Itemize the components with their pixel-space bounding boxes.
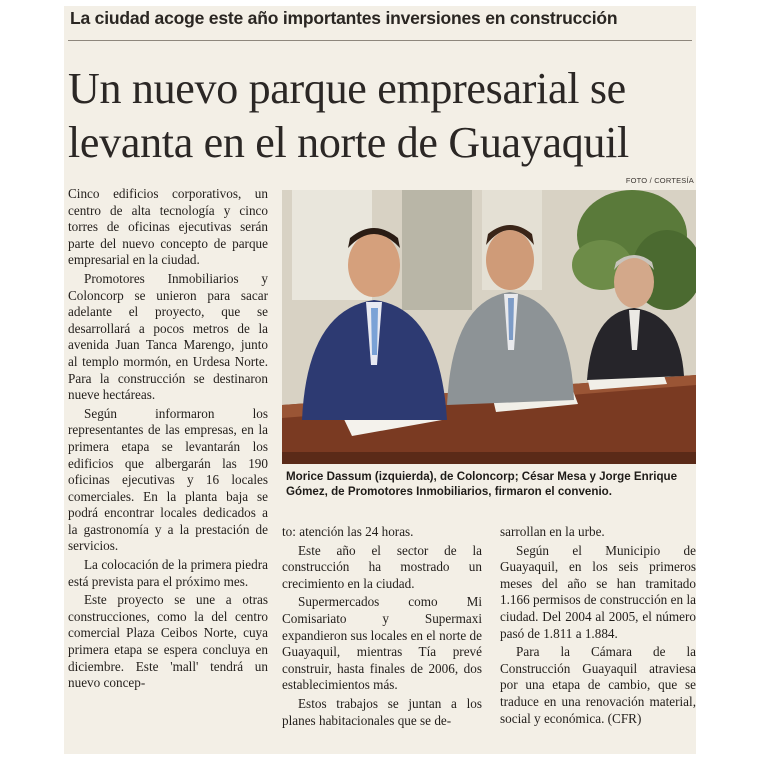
- paragraph: La colocación de la primera piedra está prevista para el próximo mes.: [68, 557, 268, 589]
- paragraph: Estos trabajos se juntan a los planes habitacionales que se de-: [282, 695, 482, 728]
- article-column-3: [500, 524, 696, 729]
- headline-line: levanta en el norte de Guayaquil: [68, 118, 629, 167]
- paragraph: Este proyecto se une a otras construcciones, como la del centro comercial Plaza Ceibos Norte, cuya primera etapa se espera concluya en diciembre. Este 'mall' tendrá un nuevo concep-: [68, 592, 268, 691]
- paragraph: Este año el sector de la construcción ha mostrado un crecimiento en la ciudad.: [282, 542, 482, 591]
- paragraph: Supermercados como Mi Comisariato y Supermaxi expandieron sus locales en el norte de Guayaquil, mientras Tía prevé construir, hasta finales de 2006, dos establecimientos más.: [282, 594, 482, 693]
- article-column-2: [282, 524, 482, 731]
- photo-caption: Morice Dassum (izquierda), de Coloncorp; César Mesa y Jorge Enrique Gómez, de Promotores Inmobiliarios, firmaron el convenio.: [286, 470, 678, 498]
- photo-credit: FOTO / CORTESÍA: [625, 176, 694, 185]
- paragraph: sarrollan en la urbe.: [500, 524, 605, 539]
- article-column-1: [68, 186, 268, 694]
- paragraph: Según informaron los representantes de las empresas, en la primera etapa se levantarán los edificios que albergarán las 190 oficinas ejecutivas y 16 locales comerciales. En la planta baja se podrá encontrar locales dedicados a la gastronomía y a la prestación de servicios.: [68, 405, 268, 554]
- paragraph: to: atención las 24 horas.: [282, 524, 414, 539]
- headline-line: Un nuevo parque empresarial se: [68, 64, 626, 113]
- paragraph: Cinco edificios corporativos, un centro de alta tecnología y cinco torres de oficinas ejecutivas serán parte del nuevo concepto de parque empresarial en la ciudad.: [68, 186, 268, 268]
- kicker: La ciudad acoge este año importantes inversiones en construcción: [70, 8, 618, 28]
- paragraph: Según el Municipio de Guayaquil, en los seis primeros meses del año se han tramitado 1.166 permisos de construcción en la ciudad. Del 2004 al 2005, el número pasó de 1.811 a 1.884.: [500, 542, 696, 641]
- divider: [68, 40, 692, 41]
- newspaper-clipping: [64, 6, 696, 754]
- article-photo: [282, 190, 696, 464]
- paragraph: Para la Cámara de la Construcción Guayaquil atraviesa por una etapa de cambio, que se traduce en una renovación material, social y económica. (CFR): [500, 644, 696, 726]
- headline: [68, 62, 696, 170]
- paragraph: Promotores Inmobiliarios y Coloncorp se unieron para sacar adelante el proyecto, que se desarrollará a pocos metros de la avenida Juan Tanca Marengo, junto al templo mormón, en Urdesa Norte. Para la construcción se destinaron nueve hectáreas.: [68, 270, 268, 403]
